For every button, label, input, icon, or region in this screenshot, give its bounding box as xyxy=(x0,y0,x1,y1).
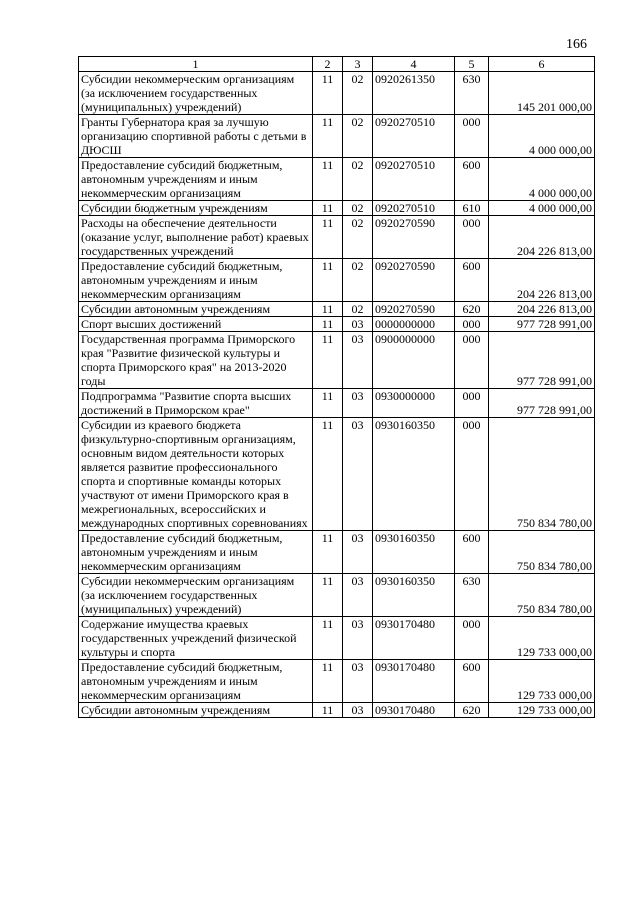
row-name-cell: Предоставление субсидий бюджетным, автономным учреждениям и иным некоммерческим организациям xyxy=(79,259,313,302)
row-section-cell: 11 xyxy=(313,216,343,259)
row-expense-type-cell: 000 xyxy=(455,332,489,389)
table-row xyxy=(79,418,595,531)
row-amount-cell: 204 226 813,00 xyxy=(489,259,595,302)
row-subsection-cell: 03 xyxy=(343,418,373,531)
header-col-6: 6 xyxy=(489,57,595,72)
table-row xyxy=(79,302,595,317)
row-expense-type-cell: 610 xyxy=(455,201,489,216)
row-section-cell: 11 xyxy=(313,332,343,389)
row-amount-cell: 204 226 813,00 xyxy=(489,302,595,317)
row-amount-cell: 977 728 991,00 xyxy=(489,317,595,332)
row-subsection-cell: 03 xyxy=(343,703,373,718)
table-row xyxy=(79,660,595,703)
page-number: 166 xyxy=(566,37,587,52)
row-article-cell: 0920270510 xyxy=(373,201,455,216)
row-name-cell: Спорт высших достижений xyxy=(79,317,313,332)
table-row xyxy=(79,389,595,418)
row-amount-cell: 204 226 813,00 xyxy=(489,216,595,259)
table-row xyxy=(79,574,595,617)
row-amount-cell: 145 201 000,00 xyxy=(489,72,595,115)
row-name-cell: Предоставление субсидий бюджетным, автономным учреждениям и иным некоммерческим организациям xyxy=(79,158,313,201)
row-article-cell: 0920270590 xyxy=(373,302,455,317)
header-col-3: 3 xyxy=(343,57,373,72)
row-section-cell: 11 xyxy=(313,259,343,302)
row-article-cell: 0930170480 xyxy=(373,703,455,718)
row-name-cell: Субсидии автономным учреждениям xyxy=(79,703,313,718)
row-amount-cell: 129 733 000,00 xyxy=(489,617,595,660)
table-row xyxy=(79,72,595,115)
row-amount-cell: 977 728 991,00 xyxy=(489,389,595,418)
row-name-cell: Предоставление субсидий бюджетным, автономным учреждениям и иным некоммерческим организациям xyxy=(79,531,313,574)
row-subsection-cell: 02 xyxy=(343,72,373,115)
row-article-cell: 0930170480 xyxy=(373,660,455,703)
row-section-cell: 11 xyxy=(313,317,343,332)
row-article-cell: 0930160350 xyxy=(373,531,455,574)
row-expense-type-cell: 000 xyxy=(455,389,489,418)
row-expense-type-cell: 000 xyxy=(455,115,489,158)
row-amount-cell: 750 834 780,00 xyxy=(489,418,595,531)
table-header-row xyxy=(79,57,595,72)
row-subsection-cell: 03 xyxy=(343,389,373,418)
row-article-cell: 0930160350 xyxy=(373,418,455,531)
table-row xyxy=(79,216,595,259)
table-row xyxy=(79,531,595,574)
row-article-cell: 0900000000 xyxy=(373,332,455,389)
header-col-1: 1 xyxy=(79,57,313,72)
table-row xyxy=(79,259,595,302)
row-expense-type-cell: 630 xyxy=(455,574,489,617)
row-section-cell: 11 xyxy=(313,158,343,201)
table-row xyxy=(79,115,595,158)
table-row xyxy=(79,201,595,216)
row-name-cell: Предоставление субсидий бюджетным, автономным учреждениям и иным некоммерческим организациям xyxy=(79,660,313,703)
row-name-cell: Государственная программа Приморского края "Развитие физической культуры и спорта Приморского края" на 2013-2020 годы xyxy=(79,332,313,389)
table-row xyxy=(79,158,595,201)
row-amount-cell: 750 834 780,00 xyxy=(489,574,595,617)
row-amount-cell: 4 000 000,00 xyxy=(489,115,595,158)
row-amount-cell: 977 728 991,00 xyxy=(489,332,595,389)
row-expense-type-cell: 620 xyxy=(455,703,489,718)
row-section-cell: 11 xyxy=(313,115,343,158)
row-name-cell: Подпрограмма "Развитие спорта высших достижений в Приморском крае" xyxy=(79,389,313,418)
row-section-cell: 11 xyxy=(313,574,343,617)
row-amount-cell: 750 834 780,00 xyxy=(489,531,595,574)
row-name-cell: Содержание имущества краевых государственных учреждений физической культуры и спорта xyxy=(79,617,313,660)
row-name-cell: Гранты Губернатора края за лучшую организацию спортивной работы с детьми в ДЮСШ xyxy=(79,115,313,158)
table-body xyxy=(79,72,595,718)
row-amount-cell: 4 000 000,00 xyxy=(489,158,595,201)
row-article-cell: 0930170480 xyxy=(373,617,455,660)
row-expense-type-cell: 600 xyxy=(455,158,489,201)
budget-table xyxy=(78,56,595,718)
row-section-cell: 11 xyxy=(313,617,343,660)
row-amount-cell: 129 733 000,00 xyxy=(489,703,595,718)
row-subsection-cell: 02 xyxy=(343,158,373,201)
row-article-cell: 0920270510 xyxy=(373,115,455,158)
row-expense-type-cell: 600 xyxy=(455,660,489,703)
header-col-2: 2 xyxy=(313,57,343,72)
row-name-cell: Субсидии некоммерческим организациям (за исключением государственных (муниципальных) учреждений) xyxy=(79,574,313,617)
table-row xyxy=(79,617,595,660)
row-name-cell: Субсидии бюджетным учреждениям xyxy=(79,201,313,216)
row-section-cell: 11 xyxy=(313,418,343,531)
row-expense-type-cell: 000 xyxy=(455,317,489,332)
row-article-cell: 0920261350 xyxy=(373,72,455,115)
row-article-cell: 0920270510 xyxy=(373,158,455,201)
row-section-cell: 11 xyxy=(313,302,343,317)
table-row xyxy=(79,703,595,718)
row-amount-cell: 129 733 000,00 xyxy=(489,660,595,703)
row-article-cell: 0920270590 xyxy=(373,216,455,259)
row-article-cell: 0920270590 xyxy=(373,259,455,302)
row-article-cell: 0930160350 xyxy=(373,574,455,617)
row-subsection-cell: 03 xyxy=(343,660,373,703)
row-subsection-cell: 02 xyxy=(343,201,373,216)
row-expense-type-cell: 000 xyxy=(455,418,489,531)
row-subsection-cell: 03 xyxy=(343,574,373,617)
table-row xyxy=(79,332,595,389)
row-expense-type-cell: 000 xyxy=(455,216,489,259)
row-subsection-cell: 03 xyxy=(343,332,373,389)
row-subsection-cell: 02 xyxy=(343,216,373,259)
row-subsection-cell: 02 xyxy=(343,302,373,317)
row-expense-type-cell: 600 xyxy=(455,259,489,302)
row-section-cell: 11 xyxy=(313,389,343,418)
row-name-cell: Субсидии некоммерческим организациям (за исключением государственных (муниципальных) учреждений) xyxy=(79,72,313,115)
row-expense-type-cell: 630 xyxy=(455,72,489,115)
row-article-cell: 0000000000 xyxy=(373,317,455,332)
row-expense-type-cell: 600 xyxy=(455,531,489,574)
row-section-cell: 11 xyxy=(313,72,343,115)
table-row xyxy=(79,317,595,332)
row-name-cell: Субсидии из краевого бюджета физкультурно-спортивным организациям, основным видом деятельности которых является развитие профессионального спорта и спортивные команды которых участвуют от имени Приморского края в межрегиональных, всероссийских и международных спортивных соревнованиях xyxy=(79,418,313,531)
row-expense-type-cell: 620 xyxy=(455,302,489,317)
row-section-cell: 11 xyxy=(313,660,343,703)
row-expense-type-cell: 000 xyxy=(455,617,489,660)
header-col-4: 4 xyxy=(373,57,455,72)
row-name-cell: Субсидии автономным учреждениям xyxy=(79,302,313,317)
row-subsection-cell: 03 xyxy=(343,617,373,660)
row-amount-cell: 4 000 000,00 xyxy=(489,201,595,216)
row-section-cell: 11 xyxy=(313,703,343,718)
row-subsection-cell: 03 xyxy=(343,531,373,574)
row-subsection-cell: 03 xyxy=(343,317,373,332)
row-name-cell: Расходы на обеспечение деятельности (оказание услуг, выполнение работ) краевых государственных учреждений xyxy=(79,216,313,259)
row-section-cell: 11 xyxy=(313,531,343,574)
header-col-5: 5 xyxy=(455,57,489,72)
row-article-cell: 0930000000 xyxy=(373,389,455,418)
row-subsection-cell: 02 xyxy=(343,115,373,158)
row-section-cell: 11 xyxy=(313,201,343,216)
row-subsection-cell: 02 xyxy=(343,259,373,302)
